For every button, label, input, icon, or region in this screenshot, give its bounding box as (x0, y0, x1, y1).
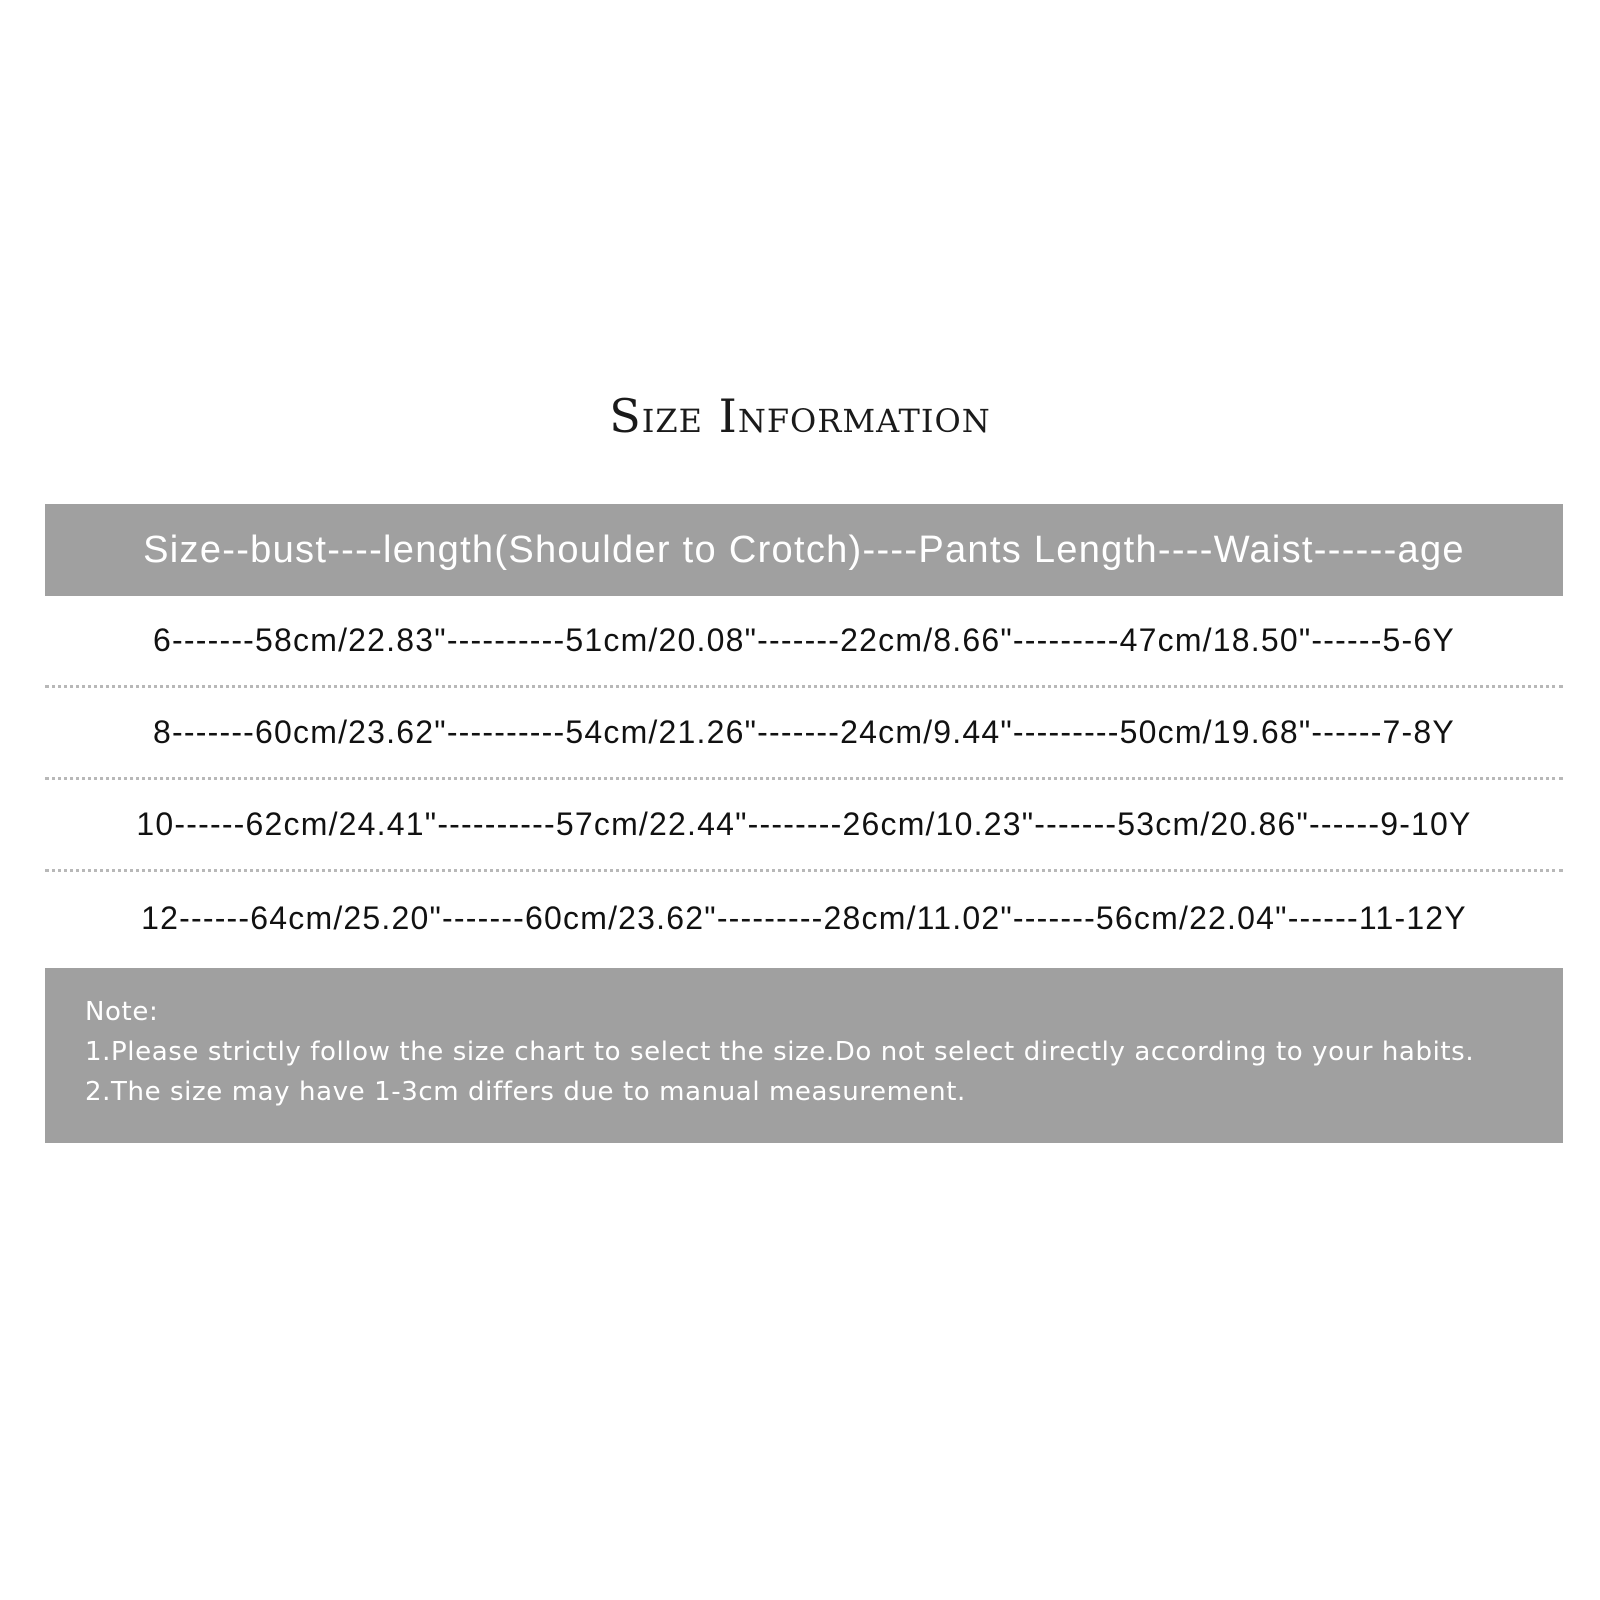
size-table (45, 596, 1563, 964)
table-row-text: 10------62cm/24.41"----------57cm/22.44"--------26cm/10.23"-------53cm/20.86"------9-10Y (136, 806, 1472, 842)
page-title: Size Information (609, 389, 991, 443)
table-row-text: 6-------58cm/22.83"----------51cm/20.08"-------22cm/8.66"---------47cm/18.50"------5-6Y (153, 622, 1455, 658)
table-row (45, 780, 1563, 872)
table-row (45, 596, 1563, 688)
note-line-2: 2.The size may have 1-3cm differs due to manual measurement. (85, 1077, 966, 1107)
table-row-text: 8-------60cm/23.62"----------54cm/21.26"-------24cm/9.44"---------50cm/19.68"------7-8Y (153, 714, 1455, 750)
table-header (45, 504, 1563, 596)
table-header-text: Size--bust----length(Shoulder to Crotch)----Pants Length----Waist------age (143, 528, 1465, 571)
table-row (45, 688, 1563, 780)
table-row-text: 12------64cm/25.20"-------60cm/23.62"---------28cm/11.02"-------56cm/22.04"------11-12Y (141, 899, 1467, 936)
note-line-1: 1.Please strictly follow the size chart to select the size.Do not select directly according to your habits. (85, 1037, 1475, 1067)
note-heading: Note: (85, 997, 159, 1027)
table-row (45, 872, 1563, 964)
note-box (45, 968, 1563, 1143)
